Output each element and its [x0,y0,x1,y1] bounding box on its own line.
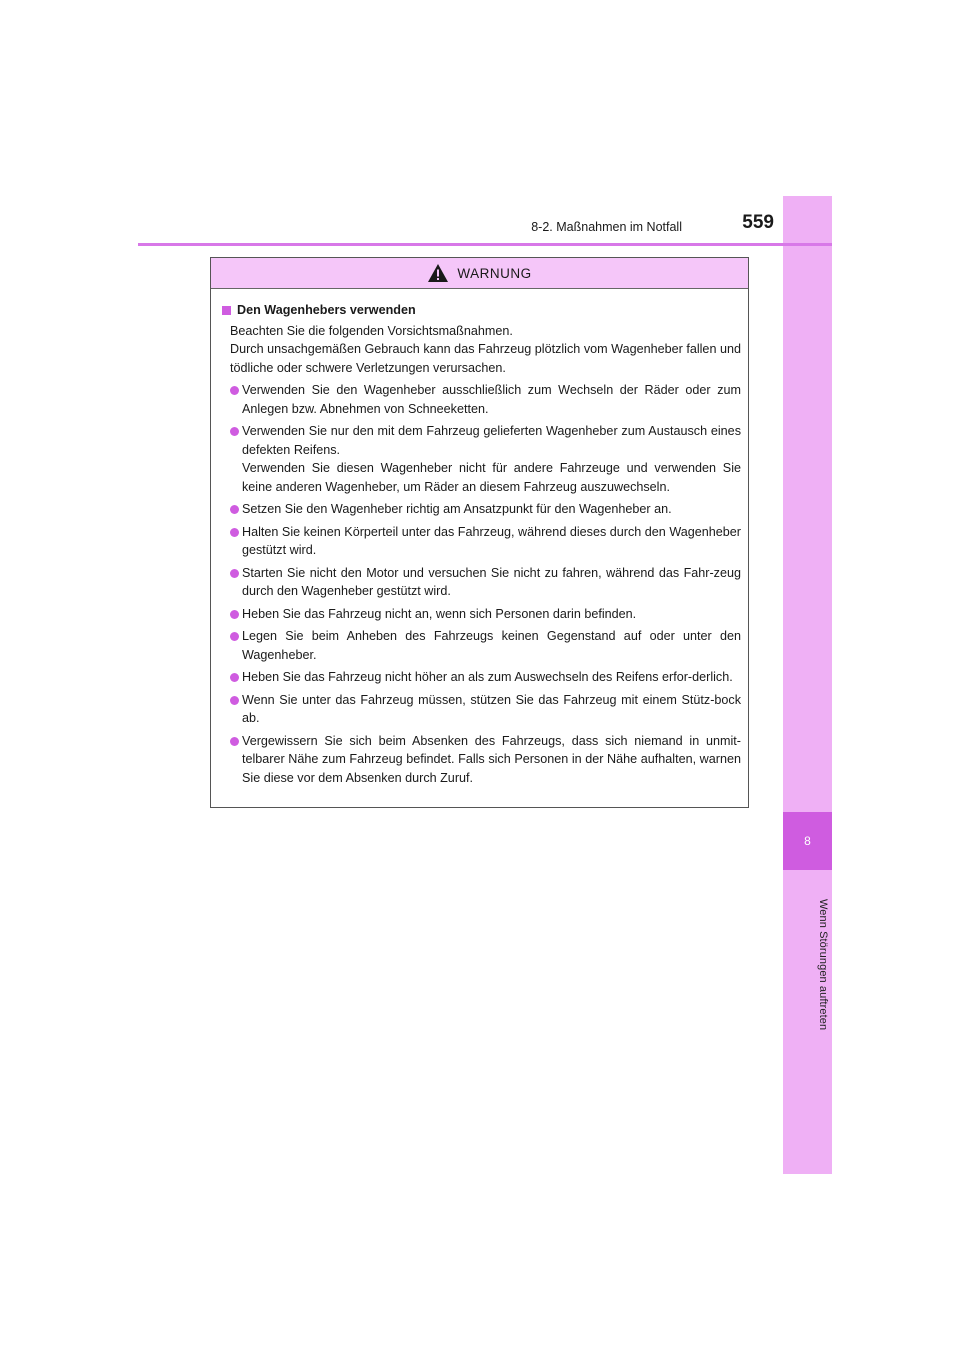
bullet-dot-icon [230,610,239,619]
list-item [222,422,741,496]
warning-intro [222,322,741,378]
list-item-text: Heben Sie das Fahrzeug nicht an, wenn sich Personen darin befinden. [242,606,637,621]
header-section-title: 8-2. Maßnahmen im Notfall [531,220,682,234]
header-rule [138,243,832,246]
list-item [222,605,741,624]
chapter-number-block [783,812,832,870]
warning-header [211,258,748,289]
list-item [222,523,741,560]
list-item-text: Verwenden Sie diesen Wagenheber nicht für andere Fahrzeuge und verwenden Sie keine anderen Wagenheber, um Räder an diesem Fahrzeug auszuwechseln. [242,461,741,494]
list-item-text: Wenn Sie unter das Fahrzeug müssen, stützen Sie das Fahrzeug mit einem Stütz-bock ab. [242,692,741,725]
list-item [222,381,741,418]
list-item-text: Heben Sie das Fahrzeug nicht höher an als zum Auswechseln des Reifens erfor-derlich. [242,670,733,684]
chapter-number: 8 [804,834,811,848]
intro-line: Durch unsachgemäßen Gebrauch kann das Fahrzeug plötzlich vom Wagenheber fallen und tödliche oder schwere Verletzungen verursachen. [230,342,741,375]
list-item [222,627,741,664]
page-number: 559 [742,212,774,233]
intro-line: Beachten Sie die folgenden Vorsichtsmaßnahmen. [230,323,513,338]
warning-body [211,289,748,787]
bullet-dot-icon [230,528,239,537]
chapter-side-tab [783,196,832,1174]
list-item-text: Vergewissern Sie sich beim Absenken des Fahrzeugs, dass sich niemand in unmit-telbarer Nähe zum Fahrzeug befindet. Falls sich Personen in der Nähe aufhalten, warnen Sie diese vor dem Absenken durch Zuruf. [242,733,741,785]
bullet-dot-icon [230,427,239,436]
list-item-text: Starten Sie nicht den Motor und versuchen Sie nicht zu fahren, während das Fahr-zeug durch den Wagenheber gestützt wird. [242,565,741,598]
list-item-text: Verwenden Sie nur den mit dem Fahrzeug gelieferten Wagenheber zum Austausch eines defekten Reifens. [242,424,741,457]
warning-title: WARNUNG [457,265,532,281]
list-item [222,691,741,728]
list-item [222,564,741,601]
square-bullet-icon [222,306,231,315]
warning-bullet-list [222,381,741,787]
list-item [222,500,741,519]
bullet-dot-icon [230,569,239,578]
list-item [222,732,741,788]
warning-subheading-text: Den Wagenhebers verwenden [237,303,416,317]
bullet-dot-icon [230,386,239,395]
warning-subheading [222,301,741,320]
bullet-dot-icon [230,632,239,641]
warning-triangle-icon [427,263,449,283]
bullet-dot-icon [230,696,239,705]
warning-box [210,257,749,808]
list-item-text: Legen Sie beim Anheben des Fahrzeugs keinen Gegenstand auf oder unter den Wagenheber. [242,629,741,662]
bullet-dot-icon [230,505,239,514]
chapter-title: Wenn Störungen auftreten [817,899,829,1031]
bullet-dot-icon [230,737,239,746]
bullet-dot-icon [230,673,239,682]
list-item-text: Halten Sie keinen Körperteil unter das Fahrzeug, während dieses durch den Wagenheber gestützt wird. [242,524,741,557]
list-item-text: Setzen Sie den Wagenheber richtig am Ansatzpunkt für den Wagenheber an. [242,502,672,516]
list-item [222,668,741,687]
list-item-text: Verwenden Sie den Wagenheber ausschließlich zum Wechseln der Räder oder zum Anlegen bzw. Abnehmen von Schneeketten. [242,383,741,416]
